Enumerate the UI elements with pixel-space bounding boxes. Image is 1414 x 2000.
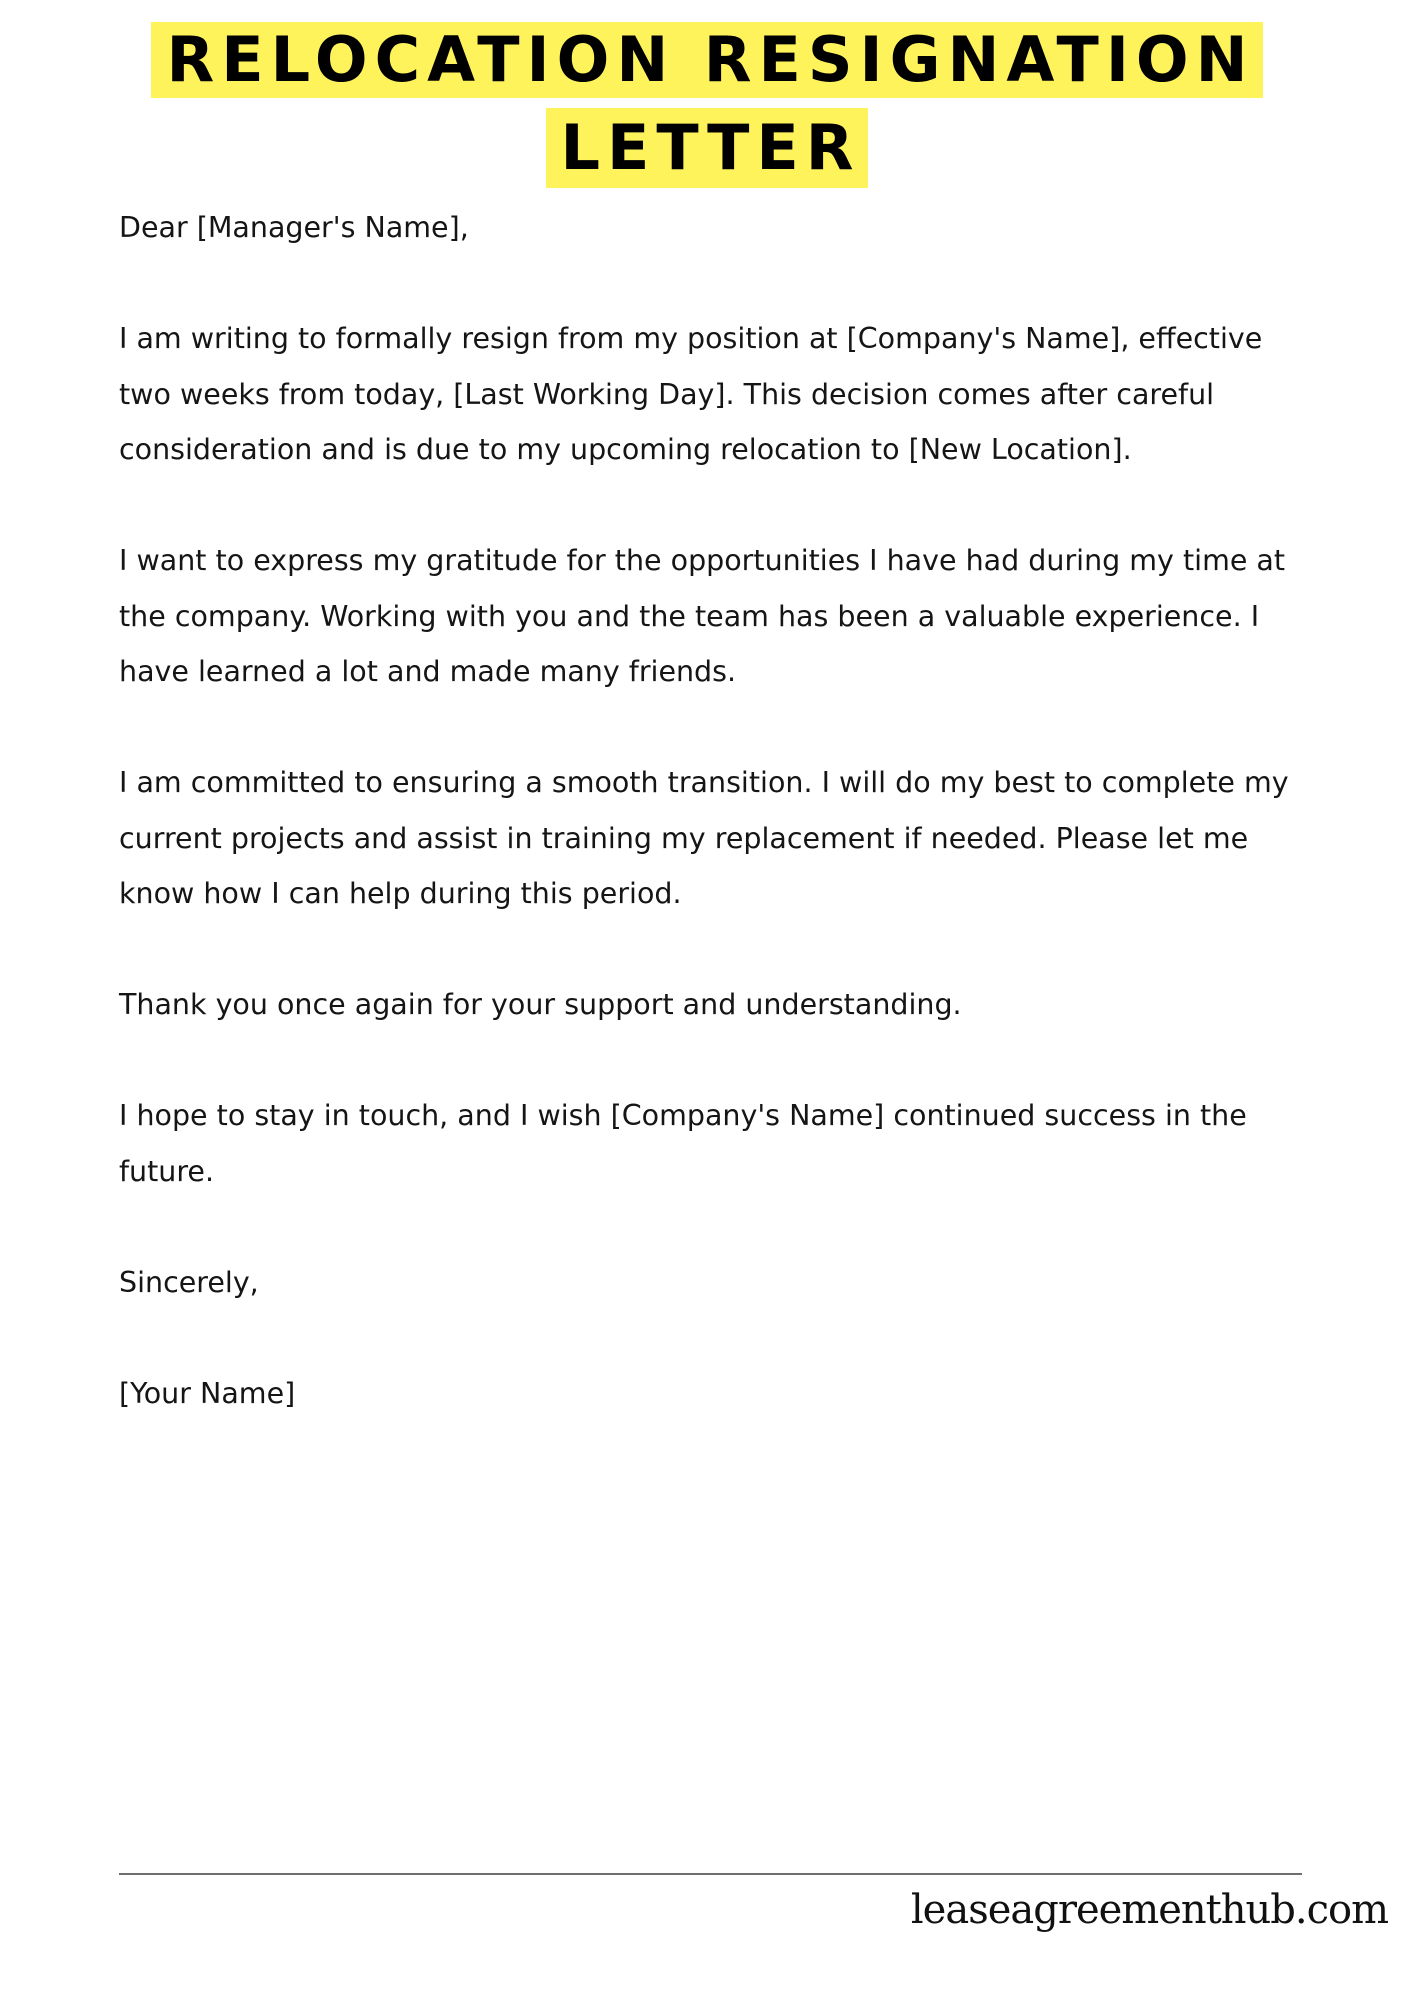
footer-divider [119, 1873, 1302, 1875]
paragraph-wishes: I hope to stay in touch, and I wish [Company's Name] continued success in the future. [119, 1099, 1247, 1188]
document-title [0, 22, 1414, 188]
title-line-1: RELOCATION RESIGNATION [151, 22, 1262, 98]
paragraph-resignation: I am writing to formally resign from my position at [Company's Name], effective two weeks from today, [Last Working Day]. This decision comes after careful consideration and is due to my upcoming relocation to [New Location]. [119, 322, 1263, 466]
letter-body [119, 200, 1314, 1477]
signature-placeholder: [Your Name] [119, 1376, 296, 1410]
footer-website: leaseagreementhub.com [910, 1887, 1388, 1933]
closing: Sincerely, [119, 1265, 259, 1299]
salutation: Dear [Manager's Name], [119, 211, 469, 244]
title-line-2: LETTER [546, 108, 869, 188]
paragraph-transition: I am committed to ensuring a smooth transition. I will do my best to complete my current projects and assist in training my replacement if needed. Please let me know how I can help during this period. [119, 766, 1289, 910]
paragraph-gratitude: I want to express my gratitude for the opportunities I have had during my time at the company. Working with you and the team has been a valuable experience. I have learned a lot and made many friends. [119, 544, 1286, 688]
paragraph-thanks: Thank you once again for your support and understanding. [119, 988, 962, 1021]
